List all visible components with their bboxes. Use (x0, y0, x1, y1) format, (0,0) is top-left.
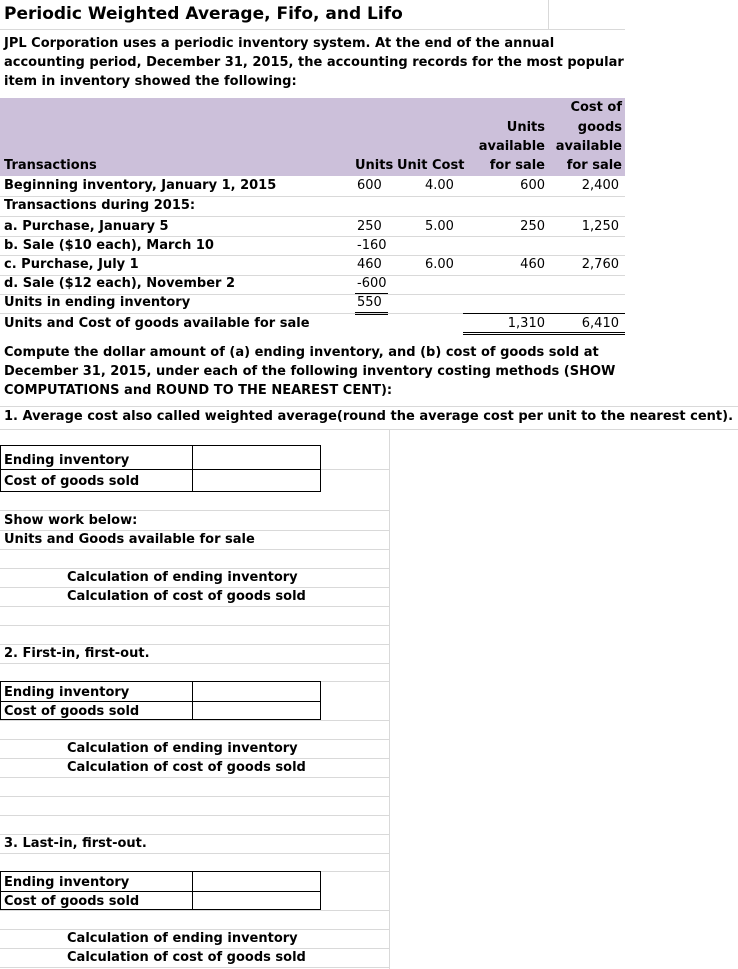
header-units-avail-2: available (478, 139, 545, 154)
header-units-avail-1: Units (506, 120, 545, 135)
fifo-calc-cogs: Calculation of cost of goods sold (67, 760, 306, 775)
lifo-cogs-label: Cost of goods sold (4, 894, 140, 909)
row-unit-cost: 6.00 (425, 257, 454, 272)
header-cost-avail-1: Cost of (570, 100, 622, 115)
fifo-heading: 2. First-in, first-out. (4, 646, 150, 661)
lifo-cogs-label-cell (0, 891, 193, 910)
lifo-ending-label-cell (0, 871, 193, 891)
fifo-ending-input[interactable] (192, 681, 321, 701)
row-units: 250 (357, 219, 382, 234)
show-work-label: Show work below: (4, 513, 138, 528)
row-cost-avail: 1,250 (581, 219, 619, 234)
header-cost-avail-2: goods (577, 120, 622, 135)
lifo-calc-cogs: Calculation of cost of goods sold (67, 950, 306, 965)
row-units: 550 (357, 295, 382, 310)
instructions-line-3: COMPUTATIONS and ROUND TO THE NEAREST CENT): (4, 383, 393, 398)
page-title: Periodic Weighted Average, Fifo, and Lifo (4, 4, 403, 24)
avg-ending-input[interactable] (192, 445, 321, 469)
units-double-underline (355, 312, 388, 315)
row-unit-cost: 5.00 (425, 219, 454, 234)
fifo-ending-label: Ending inventory (4, 685, 130, 700)
row-label: Units and Cost of goods available for sale (4, 316, 310, 331)
intro-line-2: accounting period, December 31, 2015, the accounting records for the most popular (4, 55, 624, 70)
lifo-calc-ending: Calculation of ending inventory (67, 931, 298, 946)
avg-calc-ending: Calculation of ending inventory (67, 570, 298, 585)
avg-ending-label-cell (0, 445, 193, 469)
units-goods-label: Units and Goods available for sale (4, 532, 255, 547)
header-cost-avail-4: for sale (566, 158, 622, 173)
avg-calc-cogs: Calculation of cost of goods sold (67, 589, 306, 604)
row-units-avail: 460 (520, 257, 545, 272)
row-units: 460 (357, 257, 382, 272)
row-label: Beginning inventory, January 1, 2015 (4, 178, 277, 193)
header-transactions: Transactions (4, 158, 97, 173)
row-units: 600 (357, 178, 382, 193)
lifo-cogs-input[interactable] (192, 891, 321, 910)
avg-heading: 1. Average cost also called weighted average(round the average cost per unit to the nearest cent). (4, 409, 734, 424)
instructions-line-1: Compute the dollar amount of (a) ending inventory, and (b) cost of goods sold at (4, 345, 599, 360)
row-units-avail: 250 (520, 219, 545, 234)
row-cost-avail: 2,760 (581, 257, 619, 272)
avg-cogs-label: Cost of goods sold (4, 474, 140, 489)
fifo-cogs-label: Cost of goods sold (4, 704, 140, 719)
lifo-ending-label: Ending inventory (4, 875, 130, 890)
header-units: Units (355, 158, 394, 173)
lifo-heading: 3. Last-in, first-out. (4, 836, 147, 851)
row-units: -600 (357, 276, 387, 291)
lifo-ending-input[interactable] (192, 871, 321, 891)
totals-top-border (463, 313, 625, 314)
row-units: -160 (357, 238, 387, 253)
fifo-ending-label-cell (0, 681, 193, 701)
intro-line-3: item in inventory showed the following: (4, 74, 297, 89)
row-label: b. Sale ($10 each), March 10 (4, 238, 214, 253)
fifo-cogs-input[interactable] (192, 701, 321, 720)
units-underline (355, 293, 388, 294)
avg-ending-label: Ending inventory (4, 453, 130, 468)
intro-line-1: JPL Corporation uses a periodic inventory system. At the end of the annual (4, 36, 555, 51)
row-label: Transactions during 2015: (4, 198, 196, 213)
row-label: a. Purchase, January 5 (4, 219, 169, 234)
header-units-avail-3: for sale (489, 158, 545, 173)
instructions-line-2: December 31, 2015, under each of the following inventory costing methods (SHOW (4, 364, 616, 379)
avg-cogs-label-cell (0, 469, 193, 492)
header-cost-avail-3: available (555, 139, 622, 154)
row-units-avail: 600 (520, 178, 545, 193)
row-cost-avail: 6,410 (581, 316, 619, 331)
row-unit-cost: 4.00 (425, 178, 454, 193)
avg-cogs-input[interactable] (192, 469, 321, 492)
fifo-cogs-label-cell (0, 701, 193, 720)
row-cost-avail: 2,400 (581, 178, 619, 193)
totals-double-underline (463, 332, 625, 335)
row-label: d. Sale ($12 each), November 2 (4, 276, 236, 291)
row-label: Units in ending inventory (4, 295, 191, 310)
row-label: c. Purchase, July 1 (4, 257, 139, 272)
fifo-calc-ending: Calculation of ending inventory (67, 741, 298, 756)
row-units-avail: 1,310 (507, 316, 545, 331)
header-unit-cost: Unit Cost (397, 158, 465, 173)
